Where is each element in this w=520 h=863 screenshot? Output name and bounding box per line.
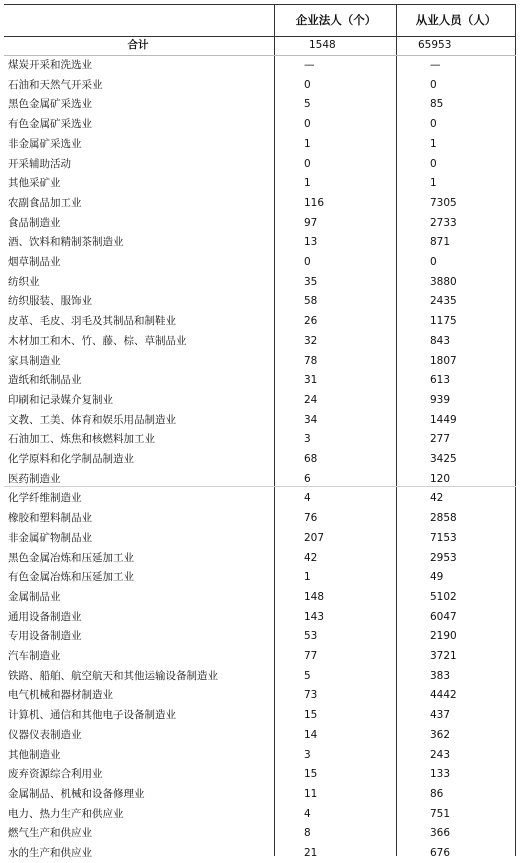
- table-header: [4, 4, 516, 37]
- industry-name: 橡胶和塑料制品业: [8, 512, 92, 525]
- enterprise-count: 76: [304, 512, 318, 525]
- industry-name: 电气机械和器材制造业: [8, 689, 113, 702]
- table-row: [4, 549, 516, 568]
- industry-name: 通用设备制造业: [8, 610, 82, 623]
- enterprise-count: 148: [304, 590, 325, 603]
- employee-count: 3721: [430, 650, 457, 662]
- employee-count: 0: [430, 157, 437, 170]
- table-row: [4, 174, 516, 193]
- employee-count: 120: [430, 472, 451, 485]
- employee-count: 1807: [430, 354, 457, 367]
- table-row: [4, 352, 516, 371]
- enterprise-count: 14: [304, 728, 318, 741]
- employee-count: 362: [430, 728, 451, 741]
- enterprise-count: 77: [304, 650, 318, 662]
- employee-count: 2190: [430, 630, 457, 643]
- employee-count: 366: [430, 827, 451, 840]
- industry-name: 废弃资源综合利用业: [8, 768, 103, 781]
- industry-name: 开采辅助活动: [8, 157, 71, 170]
- enterprise-count: 207: [304, 531, 325, 544]
- enterprise-count: 58: [304, 295, 318, 308]
- table-row: [4, 568, 516, 587]
- industry-name: 有色金属矿采选业: [8, 118, 92, 131]
- industry-name: 印刷和记录媒介复制业: [8, 393, 113, 406]
- enterprise-count: 24: [304, 393, 318, 406]
- table-row: [4, 686, 516, 705]
- table-row: [4, 667, 516, 686]
- industry-table: [4, 4, 516, 859]
- table-row: [4, 253, 516, 272]
- header-industry: [4, 5, 274, 36]
- industry-name: 医药制造业: [8, 472, 61, 485]
- enterprise-count: 73: [304, 689, 318, 702]
- enterprise-count: —: [304, 59, 315, 71]
- enterprise-count: 97: [304, 216, 318, 229]
- table-row: [4, 844, 516, 863]
- enterprise-count: 3: [304, 433, 311, 446]
- employee-count: 7305: [430, 196, 457, 209]
- industry-name: 有色金属冶炼和压延加工业: [8, 571, 134, 584]
- enterprise-count: 21: [304, 847, 318, 859]
- employee-count: 437: [430, 709, 451, 722]
- industry-name: 煤炭开采和洗选业: [8, 59, 92, 71]
- industry-name: 金属制品、机械和设备修理业: [8, 787, 145, 800]
- industry-name: 家具制造业: [8, 354, 61, 367]
- table-row: [4, 726, 516, 745]
- enterprise-count: 1: [304, 177, 311, 190]
- employee-count: 5102: [430, 590, 457, 603]
- table-row: [4, 627, 516, 646]
- enterprise-count: 0: [304, 78, 311, 91]
- employee-count: 843: [430, 334, 451, 347]
- table-row: [4, 824, 516, 843]
- enterprise-count: 8: [304, 827, 311, 840]
- enterprise-count: 15: [304, 768, 318, 781]
- table-row: [4, 332, 516, 351]
- industry-name: 造纸和纸制品业: [8, 374, 82, 387]
- table-row: [4, 233, 516, 252]
- table-row: [4, 746, 516, 765]
- enterprise-count: 3: [304, 748, 311, 761]
- employee-count: 86: [430, 787, 444, 800]
- enterprise-count: 0: [304, 118, 311, 131]
- enterprise-count: 42: [304, 551, 318, 564]
- employee-count: 2435: [430, 295, 457, 308]
- employee-count: 1175: [430, 315, 457, 328]
- table-row: [4, 785, 516, 804]
- table-row: [4, 489, 516, 508]
- employee-count: 613: [430, 374, 451, 387]
- table-row: [4, 273, 516, 292]
- enterprise-count: 31: [304, 374, 318, 387]
- industry-name: 其他制造业: [8, 748, 61, 761]
- table-row: [4, 706, 516, 725]
- enterprise-count: 143: [304, 610, 325, 623]
- employee-count: 871: [430, 236, 451, 249]
- enterprise-count: 4: [304, 807, 311, 820]
- employee-count: 1: [430, 177, 437, 190]
- employee-count: —: [430, 59, 441, 71]
- table-row: [4, 470, 516, 489]
- employee-count: 133: [430, 768, 451, 781]
- employee-count: 0: [430, 78, 437, 91]
- table-row: [4, 509, 516, 528]
- industry-name: 电力、热力生产和供应业: [8, 807, 124, 820]
- total-enterprises: 1548: [309, 39, 336, 51]
- industry-name: 石油加工、炼焦和核燃料加工业: [8, 433, 155, 446]
- industry-name: 专用设备制造业: [8, 630, 82, 643]
- industry-name: 烟草制品业: [8, 256, 61, 268]
- industry-name: 文教、工美、体育和娱乐用品制造业: [8, 413, 176, 426]
- enterprise-count: 116: [304, 196, 325, 209]
- industry-name: 酒、饮料和精制茶制造业: [8, 236, 124, 249]
- employee-count: 42: [430, 492, 444, 505]
- industry-name: 木材加工和木、竹、藤、棕、草制品业: [8, 334, 187, 347]
- employee-count: 3880: [430, 275, 457, 288]
- table-row: [4, 411, 516, 430]
- industry-name: 化学原料和化学制品制造业: [8, 453, 134, 465]
- employee-count: 1: [430, 137, 437, 150]
- enterprise-count: 34: [304, 413, 318, 426]
- industry-name: 化学纤维制造业: [8, 492, 82, 505]
- table-row: [4, 194, 516, 213]
- table-row: [4, 391, 516, 410]
- enterprise-count: 68: [304, 453, 318, 465]
- enterprise-count: 4: [304, 492, 311, 505]
- industry-name: 石油和天然气开采业: [8, 78, 103, 91]
- employee-count: 6047: [430, 610, 457, 623]
- enterprise-count: 53: [304, 630, 318, 643]
- employee-count: 676: [430, 847, 451, 859]
- industry-name: 计算机、通信和其他电子设备制造业: [8, 709, 176, 722]
- table-row: [4, 115, 516, 134]
- table-row: [4, 214, 516, 233]
- table-row: [4, 155, 516, 174]
- table-row: [4, 56, 516, 75]
- total-label: 合计: [127, 39, 149, 51]
- employee-count: 49: [430, 571, 444, 584]
- industry-name: 皮革、毛皮、羽毛及其制品和制鞋业: [8, 315, 176, 328]
- enterprise-count: 26: [304, 315, 318, 328]
- employee-count: 0: [430, 118, 437, 131]
- table-row: [4, 312, 516, 331]
- enterprise-count: 78: [304, 354, 318, 367]
- enterprise-count: 0: [304, 256, 311, 268]
- header-employees: 从业人员（人）: [415, 13, 497, 27]
- industry-name: 金属制品业: [8, 590, 61, 603]
- table-row: [4, 371, 516, 390]
- table-row: [4, 95, 516, 114]
- industry-name: 黑色金属矿采选业: [8, 98, 92, 111]
- industry-name: 汽车制造业: [8, 650, 61, 662]
- employee-count: 243: [430, 748, 451, 761]
- employee-count: 751: [430, 807, 451, 820]
- table-row: [4, 588, 516, 607]
- industry-name: 仪器仪表制造业: [8, 728, 82, 741]
- enterprise-count: 5: [304, 98, 311, 111]
- table-row: [4, 292, 516, 311]
- employee-count: 4442: [430, 689, 457, 702]
- industry-name: 非金属矿物制品业: [8, 531, 92, 544]
- table-row: [4, 430, 516, 449]
- employee-count: 85: [430, 98, 444, 111]
- total-row: [4, 36, 516, 56]
- industry-name: 水的生产和供应业: [8, 847, 92, 859]
- industry-name: 食品制造业: [8, 216, 61, 229]
- employee-count: 1449: [430, 413, 457, 426]
- employee-count: 2953: [430, 551, 457, 564]
- enterprise-count: 35: [304, 275, 318, 288]
- employee-count: 277: [430, 433, 451, 446]
- employee-count: 383: [430, 669, 451, 682]
- table-row: [4, 647, 516, 666]
- employee-count: 2733: [430, 216, 457, 229]
- table-row: [4, 608, 516, 627]
- industry-name: 燃气生产和供应业: [8, 827, 92, 840]
- industry-name: 铁路、船舶、航空航天和其他运输设备制造业: [8, 669, 218, 682]
- enterprise-count: 0: [304, 157, 311, 170]
- employee-count: 0: [430, 256, 437, 268]
- table-row: [4, 805, 516, 824]
- enterprise-count: 11: [304, 787, 318, 800]
- enterprise-count: 13: [304, 236, 318, 249]
- industry-name: 黑色金属冶炼和压延加工业: [8, 551, 134, 564]
- enterprise-count: 1: [304, 571, 311, 584]
- enterprise-count: 6: [304, 472, 311, 485]
- employee-count: 7153: [430, 531, 457, 544]
- employee-count: 3425: [430, 453, 457, 465]
- industry-name: 纺织服装、服饰业: [8, 295, 92, 308]
- table-row: [4, 76, 516, 95]
- table-row: [4, 135, 516, 154]
- employee-count: 2858: [430, 512, 457, 525]
- enterprise-count: 32: [304, 334, 318, 347]
- employee-count: 939: [430, 393, 451, 406]
- total-employees: 65953: [418, 39, 452, 51]
- table-row: [4, 529, 516, 548]
- industry-name: 农副食品加工业: [8, 196, 82, 209]
- enterprise-count: 5: [304, 669, 311, 682]
- table-row: [4, 765, 516, 784]
- industry-name: 非金属矿采选业: [8, 137, 82, 150]
- table-row: [4, 450, 516, 469]
- header-enterprises: 企业法人（个）: [295, 13, 377, 27]
- enterprise-count: 1: [304, 137, 311, 150]
- industry-name: 其他采矿业: [8, 177, 61, 190]
- enterprise-count: 15: [304, 709, 318, 722]
- industry-name: 纺织业: [8, 275, 40, 288]
